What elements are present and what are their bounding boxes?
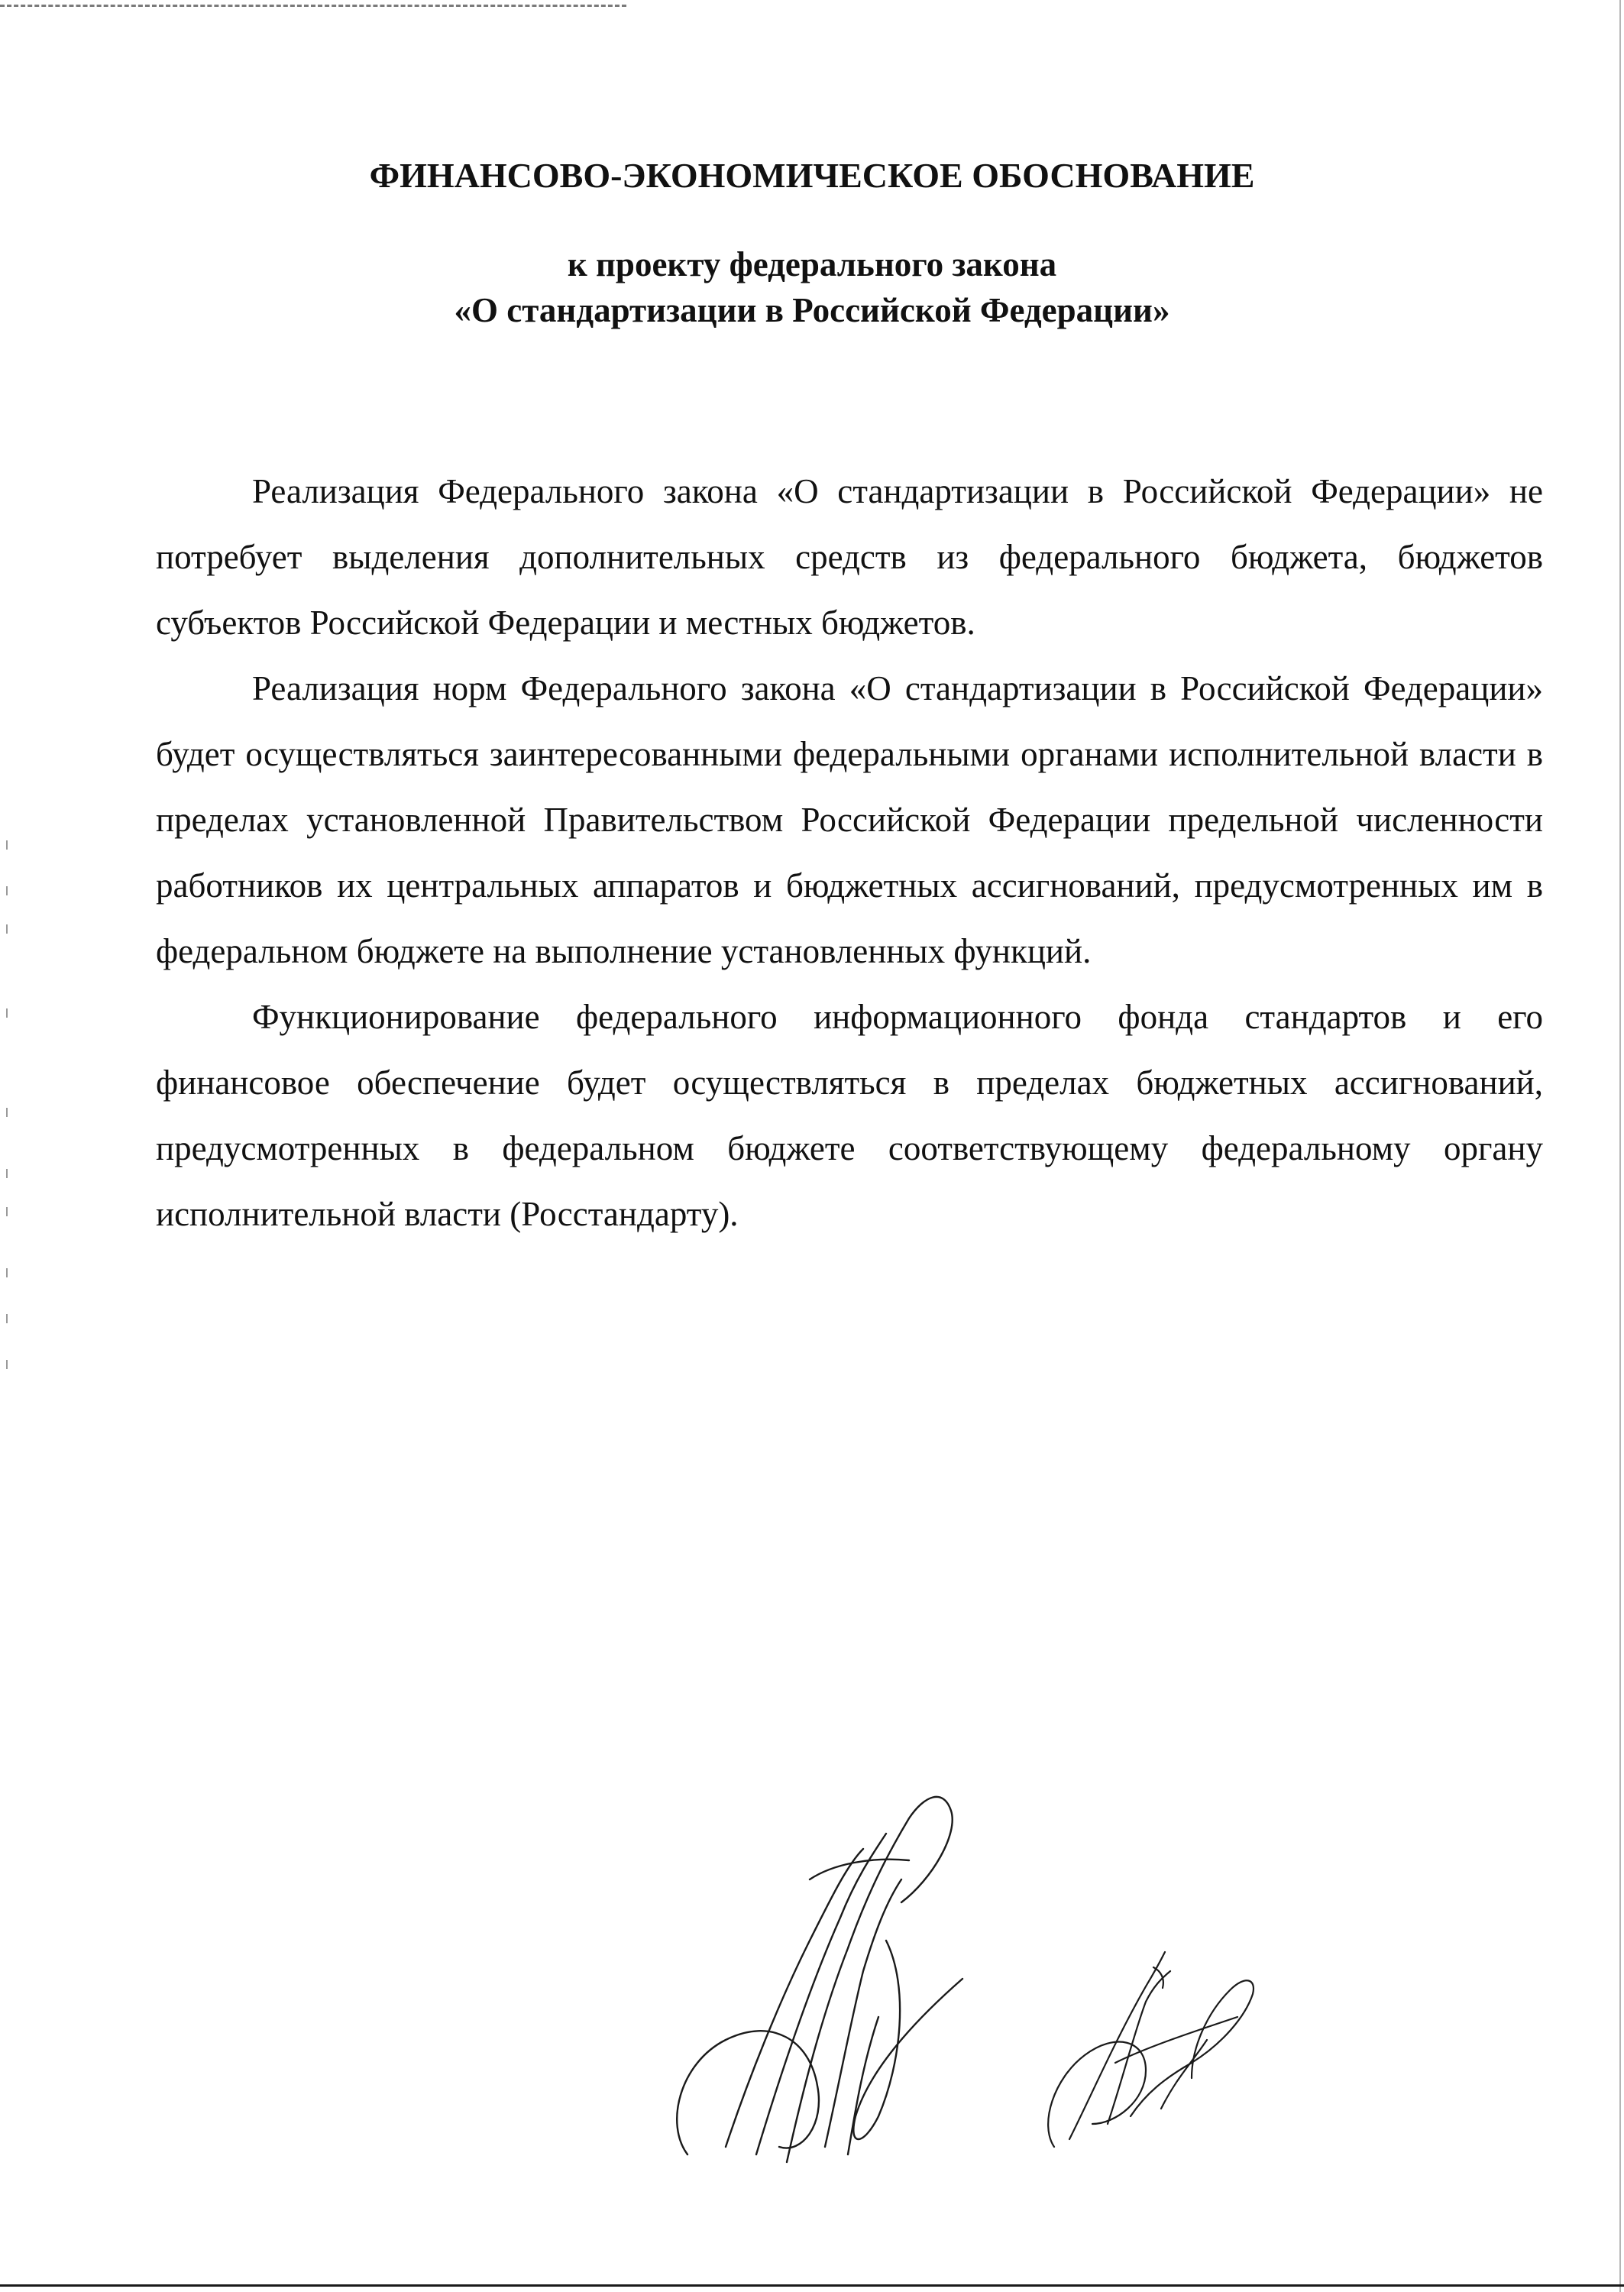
binding-marks (6, 825, 11, 1390)
paragraph-1: Реализация Федерального закона «О стандартизации в Российской Федерации» не потребует выделения дополнительных средств из федерального бюджета, бюджетов субъектов Российской Федерации и местных бюджетов. (156, 472, 1543, 642)
subtitle-line-2: «О стандартизации в Российской Федерации» (454, 291, 1170, 329)
signature-left (677, 1797, 962, 2162)
document-subtitle (0, 241, 1624, 333)
paragraph-3: Функционирование федерального информационного фонда стандартов и его финансовое обеспечение будет осуществляться в пределах бюджетных ассигнований, предусмотренных в федеральном бюджете соответствующему федеральному органу исполнительной власти (Росстандарту). (156, 998, 1543, 1233)
signature-graphics (657, 1788, 1268, 2185)
scan-right-edge (1619, 0, 1621, 2292)
document-body (156, 458, 1543, 1247)
scan-top-edge (0, 5, 626, 7)
scan-bottom-edge (0, 2284, 1624, 2287)
signatures (657, 1788, 1268, 2185)
paragraph-2: Реализация норм Федерального закона «О стандартизации в Российской Федерации» будет осуществляться заинтересованными федеральными органами исполнительной власти в пределах установленной Правительством Российской Федерации предельной численности работников их центральных аппаратов и бюджетных ассигнований, предусмотренных им в федеральном бюджете на выполнение установленных функций. (156, 669, 1543, 970)
signature-right (1048, 1952, 1254, 2147)
subtitle-line-1: к проекту федерального закона (567, 245, 1057, 283)
document-title: ФИНАНСОВО-ЭКОНОМИЧЕСКОЕ ОБОСНОВАНИЕ (369, 156, 1255, 195)
